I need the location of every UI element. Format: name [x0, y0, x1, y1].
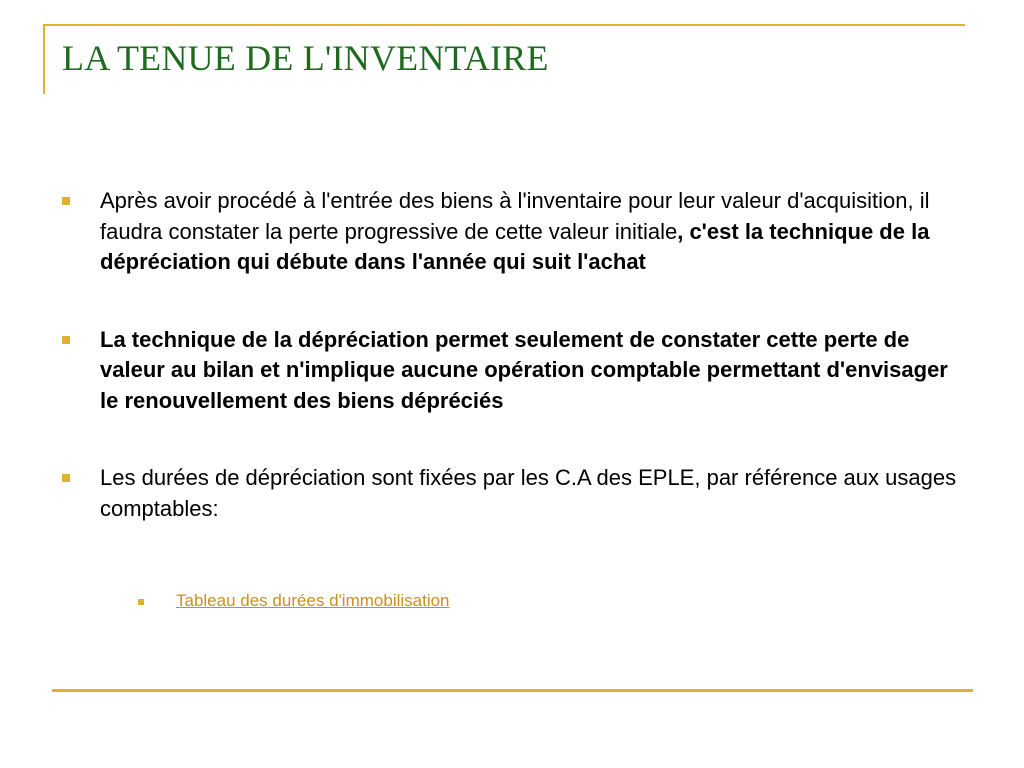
left-border-line: [43, 24, 45, 94]
bullet-text-plain: Les durées de dépréciation sont fixées par les C.A des EPLE, par référence aux usages comptables:: [100, 465, 957, 521]
square-bullet-icon: [62, 474, 70, 482]
sub-bullet-item: [138, 590, 450, 612]
bullet-text-bold: , c'est la technique de la dépréciation qui débute dans l'année qui suit l'achat: [100, 218, 930, 274]
bullet-item-durations: [62, 463, 972, 524]
slide-title: LA TENUE DE L'INVENTAIRE: [62, 38, 549, 78]
bottom-border-line: [52, 689, 973, 692]
bullet-text-plain: Après avoir procédé à l'entrée des biens à l'inventaire pour leur valeur d'acquisition, il faudra constater la perte progressive de cette valeur initiale: [100, 188, 930, 244]
square-bullet-icon: [138, 599, 144, 605]
top-border-line: [43, 24, 965, 26]
immobilisation-table-link[interactable]: Tableau des durées d'immobilisation: [176, 591, 450, 610]
square-bullet-icon: [62, 197, 70, 205]
bullet-item-acquisition: [62, 186, 972, 278]
square-bullet-icon: [62, 336, 70, 344]
bullet-list: [62, 186, 972, 524]
bullet-item-technique: [62, 325, 972, 417]
bullet-text-bold: La technique de la dépréciation permet seulement de constater cette perte de valeur au bilan et n'implique aucune opération comptable permettant d'envisager le renouvellement des biens dépréciés: [100, 326, 948, 413]
